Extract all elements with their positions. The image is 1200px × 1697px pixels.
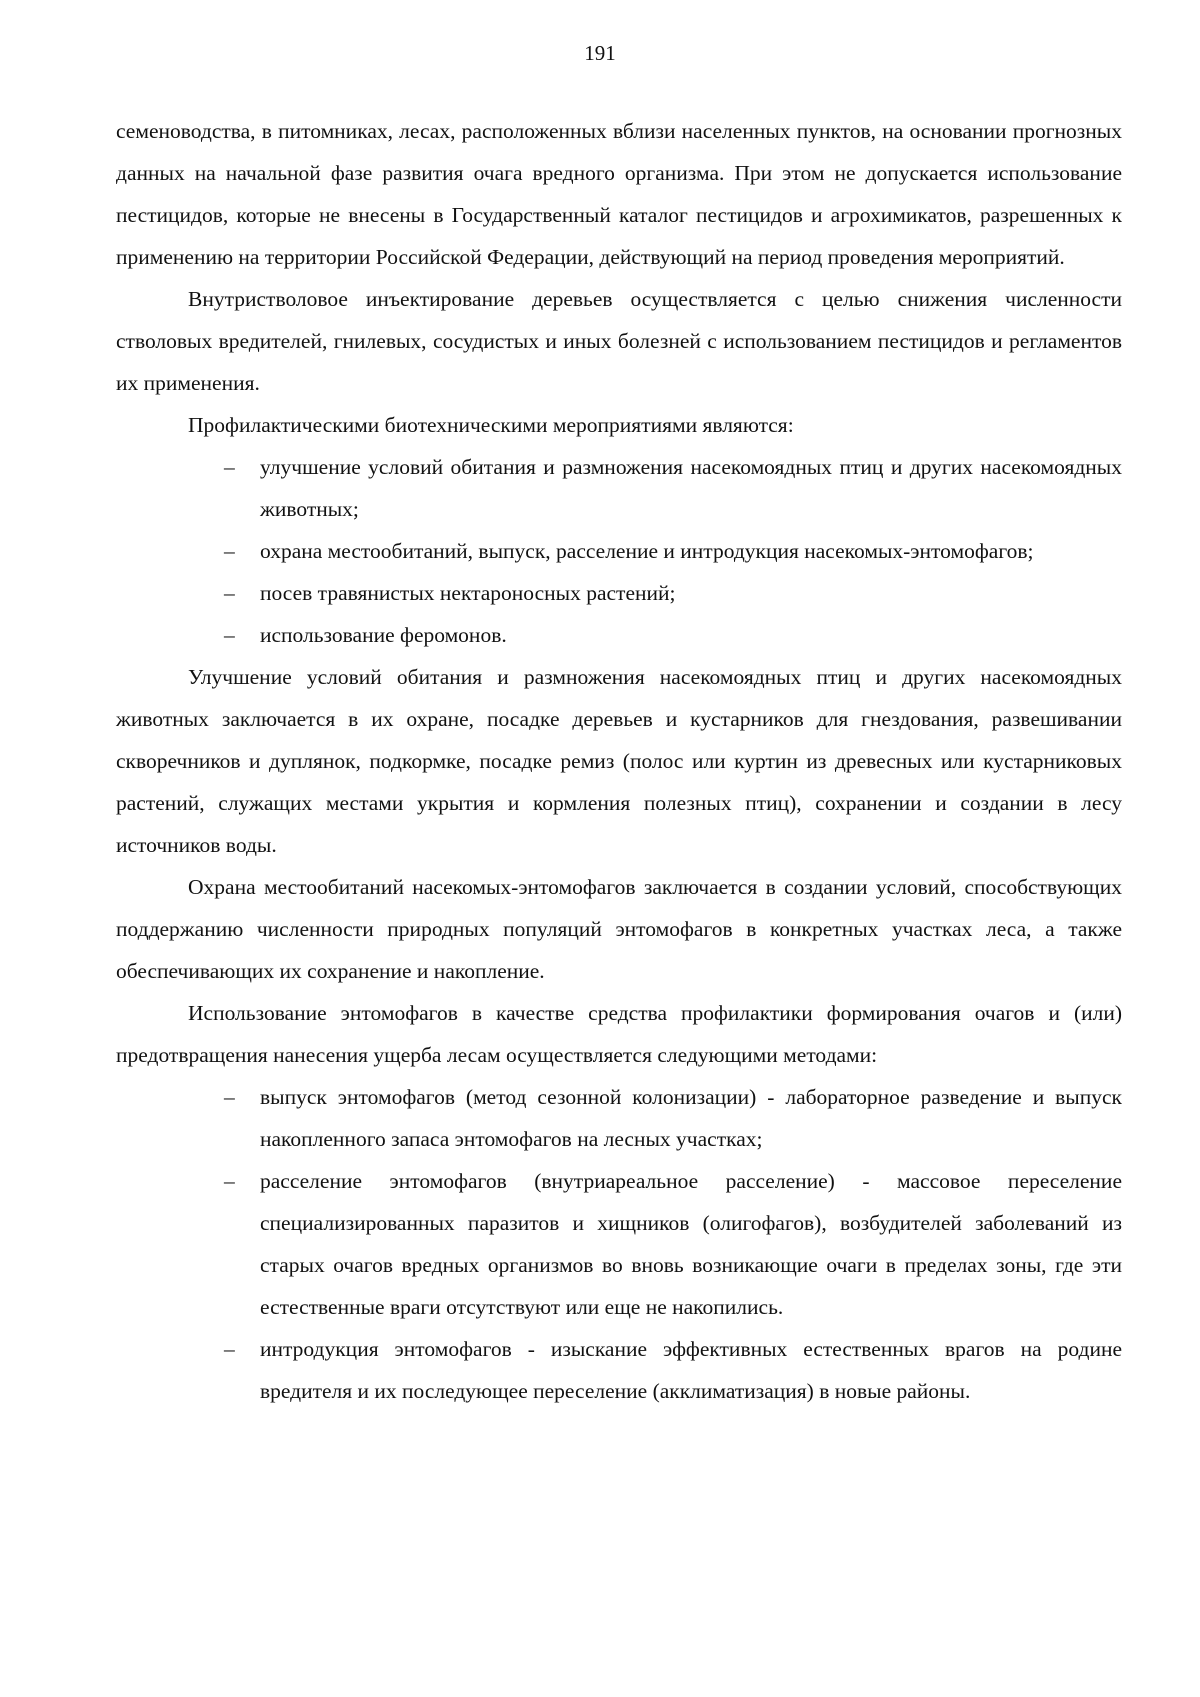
dash-bullet: –: [224, 539, 235, 563]
dash-bullet: –: [224, 623, 235, 647]
dash-bullet: –: [224, 1085, 235, 1109]
list-item: – охрана местообитаний, выпуск, расселение и интродукция насекомых-энтомофагов;: [260, 530, 1122, 572]
paragraph: Внутристволовое инъектирование деревьев осуществляется с целью снижения численности стволовых вредителей, гнилевых, сосудистых и иных болезней с использованием пестицидов и регламентов их применения.: [116, 287, 1122, 395]
list-item: – интродукция энтомофагов - изыскание эффективных естественных врагов на родине вредителя и их последующее переселение (акклиматизация) в новые районы.: [260, 1328, 1122, 1412]
paragraph: Улучшение условий обитания и размножения насекомоядных птиц и других насекомоядных животных заключается в их охране, посадке деревьев и кустарников для гнездования, развешивании скворечников и дуплянок, подкормке, посадке ремиз (полос или куртин из древесных или кустарниковых растений, служащих местами укрытия и кормления полезных птиц), сохранении и создании в лесу источников воды.: [116, 665, 1122, 857]
dash-bullet: –: [224, 455, 235, 479]
measures-list: [116, 446, 1122, 656]
dash-bullet: –: [224, 1169, 235, 1193]
methods-list: [116, 1076, 1122, 1412]
dash-bullet: –: [224, 581, 235, 605]
list-item: – посев травянистых нектароносных растений;: [260, 572, 1122, 614]
paragraph: Охрана местообитаний насекомых-энтомофагов заключается в создании условий, способствующих поддержанию численности природных популяций энтомофагов в конкретных участках леса, а также обеспечивающих их сохранение и накопление.: [116, 875, 1122, 983]
page-number: 191: [584, 41, 616, 65]
paragraph: семеноводства, в питомниках, лесах, расположенных вблизи населенных пунктов, на основании прогнозных данных на начальной фазе развития очага вредного организма. При этом не допускается использование пестицидов, которые не внесены в Государственный каталог пестицидов и агрохимикатов, разрешенных к применению на территории Российской Федерации, действующий на период проведения мероприятий.: [116, 119, 1122, 269]
list-item: – улучшение условий обитания и размножения насекомоядных птиц и других насекомоядных животных;: [260, 446, 1122, 530]
document-body: [116, 110, 1122, 1412]
paragraph: Использование энтомофагов в качестве средства профилактики формирования очагов и (или) предотвращения нанесения ущерба лесам осуществляется следующими методами:: [116, 1001, 1122, 1067]
list-item: – расселение энтомофагов (внутриареальное расселение) - массовое переселение специализированных паразитов и хищников (олигофагов), возбудителей заболеваний из старых очагов вредных организмов во вновь возникающие очаги в пределах зоны, где эти естественные враги отсутствуют или еще не накопились.: [260, 1160, 1122, 1328]
paragraph: Профилактическими биотехническими мероприятиями являются:: [188, 413, 794, 437]
list-item: – использование феромонов.: [260, 614, 1122, 656]
dash-bullet: –: [224, 1337, 235, 1361]
list-item: – выпуск энтомофагов (метод сезонной колонизации) - лабораторное разведение и выпуск накопленного запаса энтомофагов на лесных участках;: [260, 1076, 1122, 1160]
